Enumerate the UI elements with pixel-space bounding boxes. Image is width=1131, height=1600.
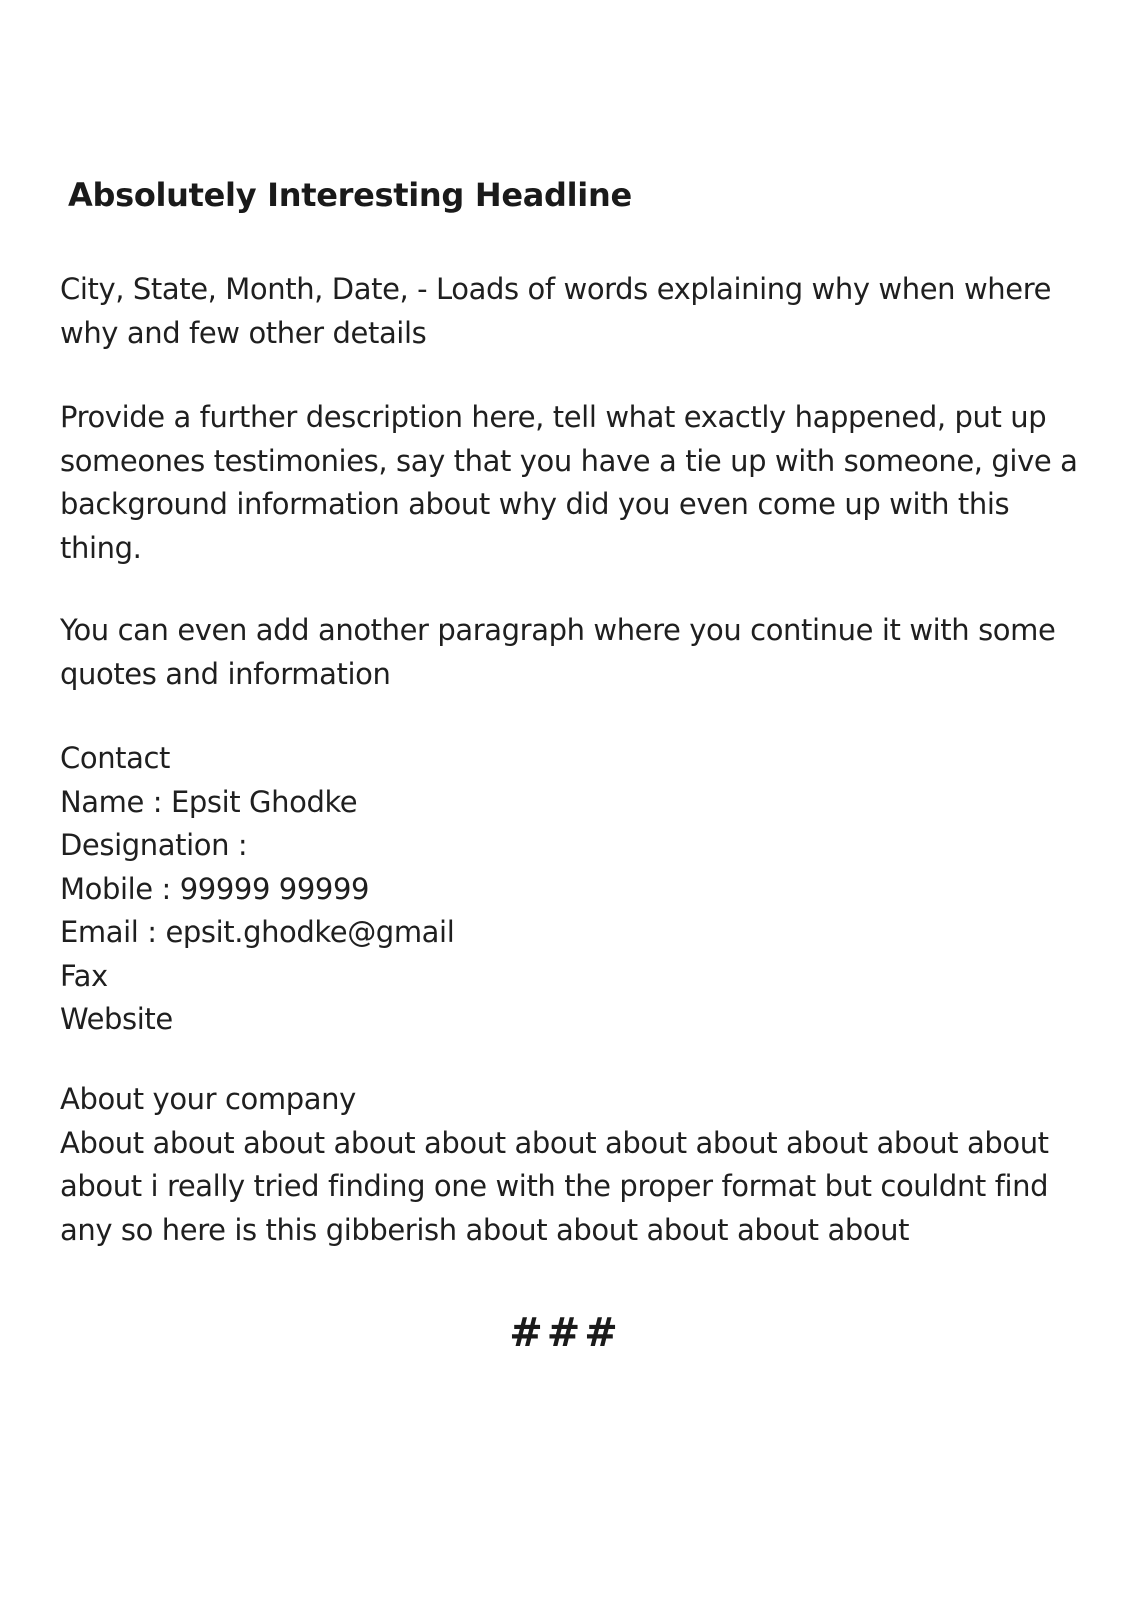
- paragraph-line: quotes and information: [60, 656, 391, 691]
- lead-paragraph: [60, 268, 1060, 355]
- contact-mobile: Mobile : 99999 99999: [60, 871, 370, 906]
- quotes-paragraph: [60, 609, 1060, 696]
- paragraph-line: someones testimonies, say that you have a tie up with someone, give a: [60, 443, 1078, 478]
- contact-block: [60, 737, 1060, 1042]
- contact-fax: Fax: [60, 958, 108, 993]
- contact-designation: Designation :: [60, 828, 248, 862]
- end-mark: ###: [509, 1310, 622, 1356]
- about-heading: About your company: [60, 1082, 356, 1116]
- about-line: about i really tried finding one with the proper format but couldnt find: [60, 1169, 1049, 1203]
- paragraph-line: why and few other details: [60, 315, 427, 350]
- paragraph-line: Provide a further description here, tell what exactly happened, put up: [60, 400, 1047, 434]
- contact-name: Name : Epsit Ghodke: [60, 784, 358, 819]
- contact-website: Website: [60, 1002, 173, 1036]
- headline: Absolutely Interesting Headline: [68, 176, 632, 214]
- contact-email: Email : epsit.ghodke@gmail: [60, 915, 455, 949]
- about-line: About about about about about about about about about about about: [60, 1125, 1049, 1160]
- paragraph-line: thing.: [60, 530, 142, 565]
- paragraph-line: City, State, Month, Date, - Loads of words explaining why when where: [60, 272, 1052, 306]
- about-line: any so here is this gibberish about about about about about: [60, 1212, 910, 1247]
- description-paragraph: [60, 396, 1078, 570]
- contact-heading: Contact: [60, 741, 171, 775]
- about-block: [60, 1078, 1060, 1252]
- paragraph-line: background information about why did you even come up with this: [60, 487, 1010, 521]
- paragraph-line: You can even add another paragraph where you continue it with some: [60, 613, 1056, 647]
